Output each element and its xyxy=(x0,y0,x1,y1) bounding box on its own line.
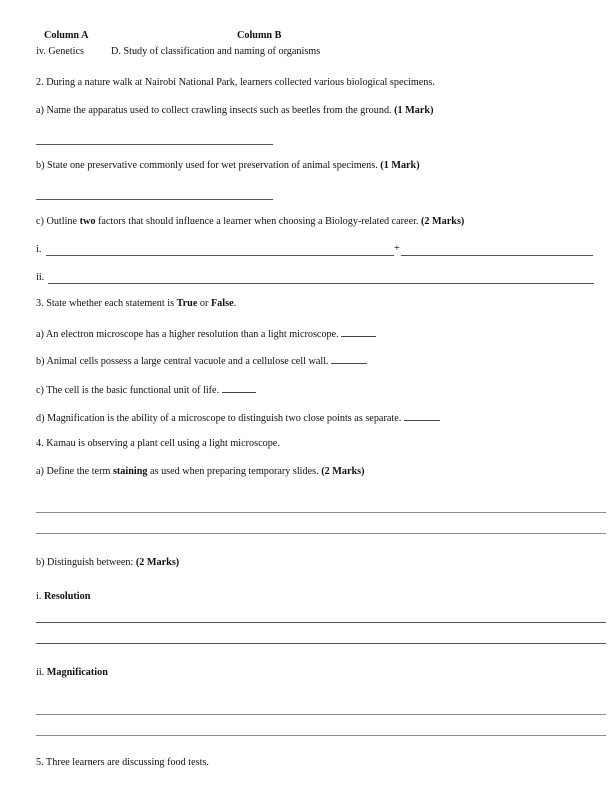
q5-stem: 5. Three learners are discussing food tests. xyxy=(36,757,209,768)
q2b-prompt: b) State one preservative commonly used for wet preservation of animal specimens. (1 Mark) xyxy=(36,160,420,171)
q3-statement-d: d) Magnification is the ability of a microscope to distinguish two close points as separate. xyxy=(36,411,440,425)
q2c-item-i-line-left[interactable] xyxy=(46,255,394,256)
q2a-prompt: a) Name the apparatus used to collect crawling insects such as beetles from the ground. (1 Mark) xyxy=(36,105,434,116)
q4a-answer-line-2[interactable] xyxy=(36,533,606,534)
column-b-cell: D. Study of classification and naming of organisms xyxy=(111,46,321,57)
q4-stem: 4. Kamau is observing a plant cell using a light microscope. xyxy=(36,438,280,449)
column-b-header: Column B xyxy=(237,30,282,41)
q2c-prompt: c) Outline two factors that should influence a learner when choosing a Biology-related career. (2 Marks) xyxy=(36,216,465,227)
q2c-plus: + xyxy=(394,243,400,254)
q3-statement-b: b) Animal cells possess a large central vacuole and a cellulose cell wall. xyxy=(36,354,367,368)
q3-statement-a: a) An electron microscope has a higher resolution than a light microscope. xyxy=(36,327,376,341)
q4a-prompt: a) Define the term staining as used when preparing temporary slides. (2 Marks) xyxy=(36,466,365,477)
q2c-item-i-label: i. xyxy=(36,244,42,255)
q3a-answer-blank[interactable] xyxy=(341,327,376,337)
column-a-cell: iv. Genetics xyxy=(36,46,84,57)
q3b-answer-blank[interactable] xyxy=(331,354,367,364)
q3-stem: 3. State whether each statement is True or False. xyxy=(36,298,237,309)
q2a-answer-line[interactable] xyxy=(36,144,273,145)
q2c-item-ii-label: ii. xyxy=(36,272,45,283)
q4b-ii-answer-line-1[interactable] xyxy=(36,714,606,715)
q4b-item-ii: ii. Magnification xyxy=(36,667,108,678)
q3c-answer-blank[interactable] xyxy=(222,383,256,393)
q2c-item-i-line-right[interactable] xyxy=(401,255,593,256)
q4b-i-answer-line-2[interactable] xyxy=(36,643,606,644)
q2b-answer-line[interactable] xyxy=(36,199,273,200)
q3d-answer-blank[interactable] xyxy=(404,411,440,421)
q4b-item-i: i. Resolution xyxy=(36,591,91,602)
q4b-i-answer-line-1[interactable] xyxy=(36,622,606,623)
q4b-ii-answer-line-2[interactable] xyxy=(36,735,606,736)
q4a-answer-line-1[interactable] xyxy=(36,512,606,513)
q2-stem: 2. During a nature walk at Nairobi National Park, learners collected various biological specimens. xyxy=(36,77,435,88)
column-a-header: Column A xyxy=(44,30,89,41)
q4b-prompt: b) Distinguish between: (2 Marks) xyxy=(36,557,180,568)
q2c-item-ii-line[interactable] xyxy=(48,283,594,284)
q3-statement-c: c) The cell is the basic functional unit of life. xyxy=(36,383,256,397)
